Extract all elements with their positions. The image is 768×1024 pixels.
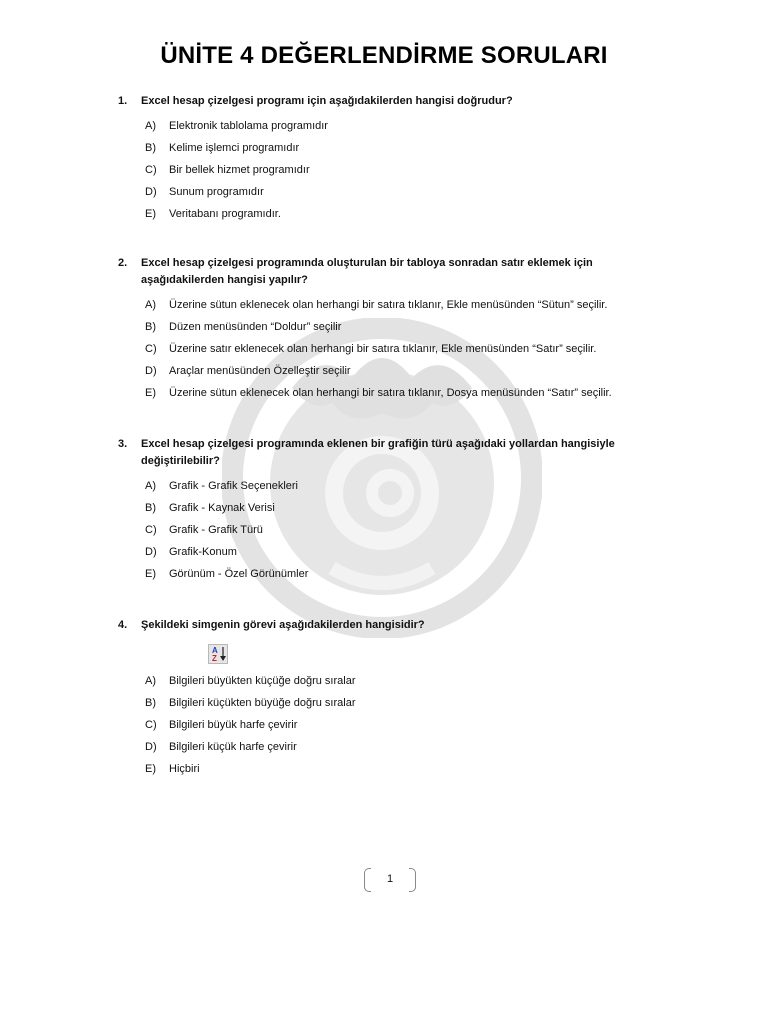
question-header (118, 617, 658, 634)
option-letter: A) (145, 120, 156, 132)
question-text: Excel hesap çizelgesi programında oluşturulan bir tabloya sonradan satır eklemek için aşağıdakilerden hangisi yapılır? (141, 257, 593, 286)
option-e (118, 758, 658, 780)
option-text: Grafik - Kaynak Verisi (169, 502, 275, 514)
option-letter: B) (145, 321, 156, 333)
option-text: Veritabanı programıdır. (169, 208, 281, 220)
question-header (118, 436, 658, 470)
option-text: Bilgileri küçükten büyüğe doğru sıralar (169, 697, 356, 709)
question-number: 1. (118, 95, 128, 107)
option-text: Görünüm - Özel Görünümler (169, 568, 309, 580)
option-d (118, 736, 658, 758)
option-list (118, 670, 658, 780)
option-a (118, 670, 658, 692)
option-e (118, 203, 658, 225)
option-b (118, 497, 658, 519)
page-number: 1 (364, 868, 416, 892)
option-text: Üzerine satır eklenecek olan herhangi bir satıra tıklanır, Ekle menüsünden “Satır” seçilir. (169, 343, 597, 355)
option-letter: E) (145, 763, 156, 775)
option-d (118, 181, 658, 203)
option-letter: B) (145, 697, 156, 709)
question-header (118, 255, 658, 289)
question-1 (118, 93, 658, 225)
question-number: 4. (118, 619, 128, 631)
question-2 (118, 255, 658, 404)
option-letter: B) (145, 502, 156, 514)
option-d (118, 360, 658, 382)
option-letter: A) (145, 675, 156, 687)
option-letter: E) (145, 208, 156, 220)
question-text: Excel hesap çizelgesi programı için aşağıdakilerden hangisi doğrudur? (141, 95, 513, 107)
sort-icon-letter-a: A (212, 646, 218, 655)
sort-icon-letter-z: Z (212, 654, 217, 663)
option-c (118, 338, 658, 360)
option-letter: E) (145, 387, 156, 399)
option-text: Bilgileri büyükten küçüğe doğru sıralar (169, 675, 356, 687)
question-number: 2. (118, 257, 128, 269)
page-title: ÜNİTE 4 DEĞERLENDİRME SORULARI (160, 42, 608, 69)
option-c (118, 519, 658, 541)
option-text: Elektronik tablolama programıdır (169, 120, 328, 132)
option-e (118, 563, 658, 585)
option-letter: D) (145, 186, 157, 198)
option-text: Araçlar menüsünden Özelleştir seçilir (169, 365, 351, 377)
option-letter: D) (145, 741, 157, 753)
question-3 (118, 436, 658, 585)
option-letter: D) (145, 546, 157, 558)
option-list (118, 475, 658, 585)
option-text: Hiçbiri (169, 763, 200, 775)
option-d (118, 541, 658, 563)
option-letter: C) (145, 343, 157, 355)
option-letter: D) (145, 365, 157, 377)
option-list (118, 294, 658, 404)
option-text: Grafik - Grafik Seçenekleri (169, 480, 298, 492)
option-e (118, 382, 658, 404)
sort-za-icon (208, 644, 228, 664)
option-letter: C) (145, 524, 157, 536)
option-b (118, 692, 658, 714)
option-text: Bilgileri küçük harfe çevirir (169, 741, 297, 753)
option-text: Bilgileri büyük harfe çevirir (169, 719, 298, 731)
option-a (118, 294, 658, 316)
option-b (118, 316, 658, 338)
option-b (118, 137, 658, 159)
option-letter: B) (145, 142, 156, 154)
option-letter: E) (145, 568, 156, 580)
option-letter: C) (145, 719, 157, 731)
question-header (118, 93, 658, 110)
question-text: Excel hesap çizelgesi programında eklenen bir grafiğin türü aşağıdaki yollardan hangisiyle değiştirilebilir? (141, 438, 615, 467)
option-a (118, 475, 658, 497)
option-text: Grafik - Grafik Türü (169, 524, 263, 536)
option-c (118, 159, 658, 181)
option-a (118, 115, 658, 137)
option-letter: A) (145, 480, 156, 492)
option-text: Sunum programıdır (169, 186, 264, 198)
option-c (118, 714, 658, 736)
question-text: Şekildeki simgenin görevi aşağıdakilerden hangisidir? (141, 619, 425, 631)
option-list (118, 115, 658, 225)
option-text: Grafik-Konum (169, 546, 237, 558)
question-number: 3. (118, 438, 128, 450)
option-text: Bir bellek hizmet programıdır (169, 164, 310, 176)
option-text: Kelime işlemci programıdır (169, 142, 300, 154)
option-letter: C) (145, 164, 157, 176)
option-text: Üzerine sütun eklenecek olan herhangi bir satıra tıklanır, Ekle menüsünden “Sütun” seçilir. (169, 299, 608, 311)
option-text: Üzerine sütun eklenecek olan herhangi bir satıra tıklanır, Dosya menüsünden “Satır” seçilir. (169, 387, 612, 399)
question-4 (118, 617, 658, 780)
option-letter: A) (145, 299, 156, 311)
option-text: Düzen menüsünden “Doldur” seçilir (169, 321, 342, 333)
